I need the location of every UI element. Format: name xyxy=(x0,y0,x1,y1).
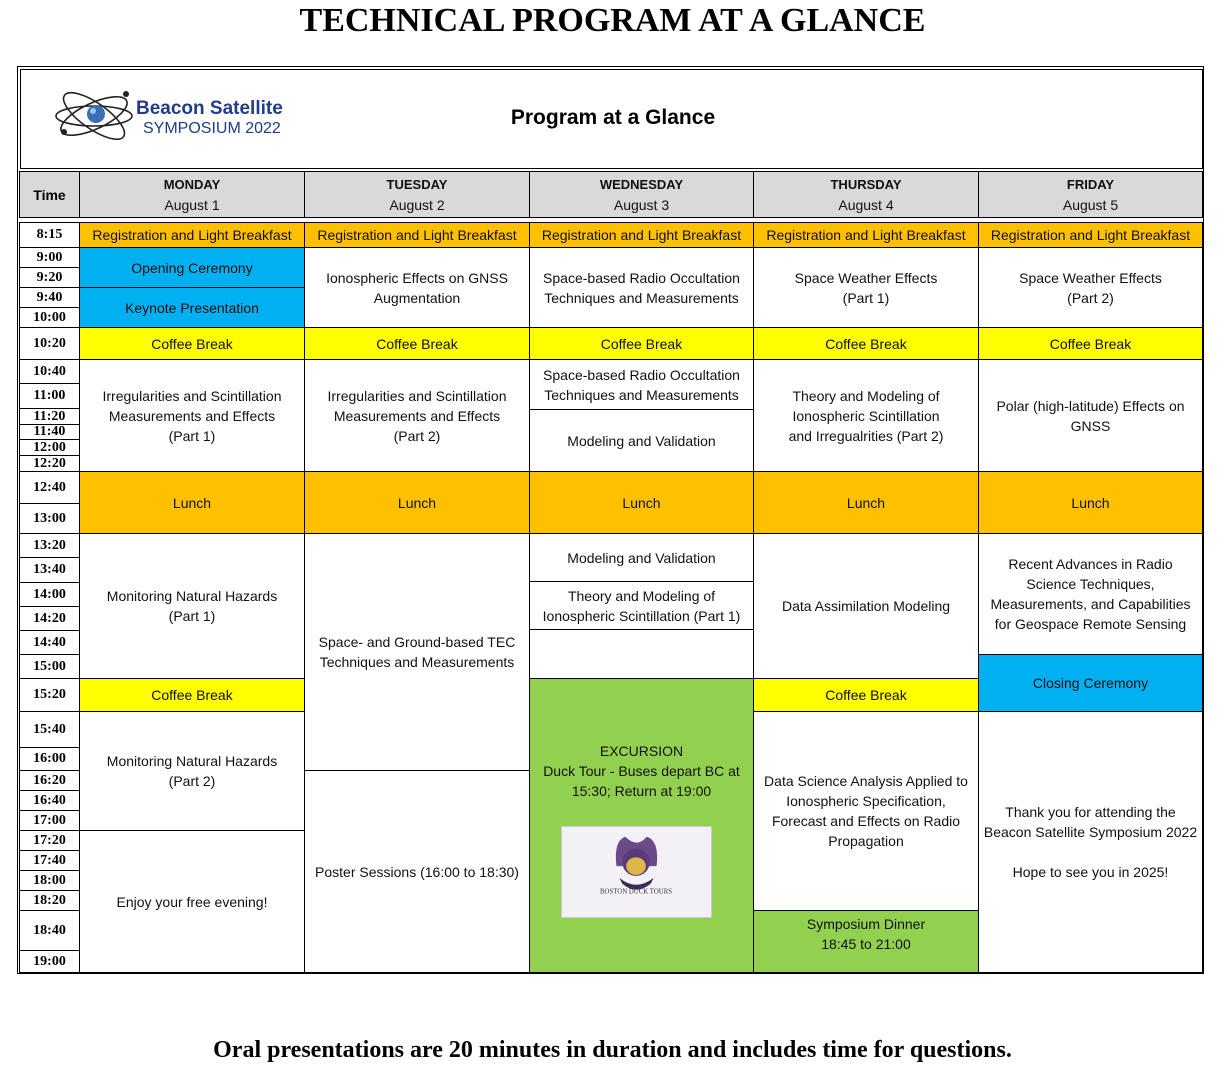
session-wed-modeling-2: Modeling and Validation xyxy=(529,533,754,582)
day-header-friday xyxy=(978,171,1203,218)
time-slot: 16:00 xyxy=(19,747,80,771)
session-thu-assimilation: Data Assimilation Modeling xyxy=(753,533,979,679)
session-fri-closing: Closing Ceremony xyxy=(978,654,1203,712)
time-slot: 9:00 xyxy=(19,247,80,268)
time-slot: 9:20 xyxy=(19,267,80,288)
session-wed-occultation-2: Space-based Radio Occultation Techniques and Measurements xyxy=(529,359,754,410)
session-coffee-fri: Coffee Break xyxy=(978,327,1203,360)
time-slot: 16:40 xyxy=(19,790,80,811)
day-name: TUESDAY xyxy=(386,176,448,192)
session-wed-excursion: EXCURSION Duck Tour - Buses depart BC at 15:30; Return at 19:00 xyxy=(529,678,754,973)
time-slot: 18:40 xyxy=(19,910,80,951)
session-lunch-tue: Lunch xyxy=(304,471,530,534)
session-registration-wed: Registration and Light Breakfast xyxy=(529,222,754,248)
time-slot: 12:00 xyxy=(19,439,80,456)
day-date: August 2 xyxy=(389,196,445,213)
header-title: Program at a Glance xyxy=(510,106,716,129)
time-slot: 16:20 xyxy=(19,770,80,791)
time-slot: 11:40 xyxy=(19,424,80,440)
time-slot: 18:00 xyxy=(19,870,80,891)
session-fri-thanks: Thank you for attending the Beacon Satellite Symposium 2022 Hope to see you in 2025! xyxy=(978,711,1203,973)
svg-text:SYMPOSIUM 2022: SYMPOSIUM 2022 xyxy=(143,120,281,137)
session-lunch-thu: Lunch xyxy=(753,471,979,534)
time-slot: 14:40 xyxy=(19,630,80,655)
session-keynote: Keynote Presentation xyxy=(79,287,305,328)
session-coffee-mon-pm: Coffee Break xyxy=(79,678,305,712)
session-tue-tec: Space- and Ground-based TEC Techniques and Measurements xyxy=(304,533,530,771)
time-slot: 17:00 xyxy=(19,810,80,831)
session-thu-space-weather: Space Weather Effects (Part 1) xyxy=(753,247,979,328)
day-name: THURSDAY xyxy=(830,176,902,192)
day-header-wednesday xyxy=(529,171,754,218)
time-slot: 13:00 xyxy=(19,503,80,534)
svg-text:BOSTON DUCK TOURS: BOSTON DUCK TOURS xyxy=(599,888,673,896)
session-mon-hazards-2: Monitoring Natural Hazards (Part 2) xyxy=(79,711,305,831)
time-slot: 10:00 xyxy=(19,307,80,328)
session-registration-tue: Registration and Light Breakfast xyxy=(304,222,530,248)
session-fri-radio-science: Recent Advances in Radio Science Techniques, Measurements, and Capabilities for Geospace Remote Sensing xyxy=(978,533,1203,655)
page-title: TECHNICAL PROGRAM AT A GLANCE xyxy=(299,2,926,39)
time-slot: 14:20 xyxy=(19,606,80,631)
day-date: August 5 xyxy=(1062,196,1119,213)
svg-text:Beacon Satellite: Beacon Satellite xyxy=(136,98,283,119)
day-date: August 1 xyxy=(164,196,220,213)
beacon-satellite-logo xyxy=(46,74,336,152)
session-opening-ceremony: Opening Ceremony xyxy=(79,247,305,288)
footer-note: Oral presentations are 20 minutes in duration and includes time for questions. xyxy=(213,1037,1012,1063)
time-slot: 14:00 xyxy=(19,582,80,607)
time-slot: 15:40 xyxy=(19,711,80,748)
session-coffee-thu: Coffee Break xyxy=(753,327,979,360)
day-date: August 3 xyxy=(613,196,670,213)
session-fri-space-weather: Space Weather Effects (Part 2) xyxy=(978,247,1203,328)
session-wed-occultation-1: Space-based Radio Occultation Techniques and Measurements xyxy=(529,247,754,328)
time-slot: 13:20 xyxy=(19,533,80,558)
day-name: MONDAY xyxy=(163,176,221,192)
time-slot: 17:20 xyxy=(19,830,80,851)
session-tue-irregularities: Irregularities and Scintillation Measurements and Effects (Part 2) xyxy=(304,359,530,472)
time-slot: 10:40 xyxy=(19,359,80,384)
time-column-header: Time xyxy=(19,171,80,218)
session-tue-gnss: Ionospheric Effects on GNSS Augmentation xyxy=(304,247,530,328)
session-wed-modeling-1: Modeling and Validation xyxy=(529,409,754,472)
day-date: August 4 xyxy=(838,196,894,213)
session-mon-irregularities: Irregularities and Scintillation Measurements and Effects (Part 1) xyxy=(79,359,305,472)
time-slot: 13:40 xyxy=(19,557,80,583)
session-registration-thu: Registration and Light Breakfast xyxy=(753,222,979,248)
session-coffee-thu-pm: Coffee Break xyxy=(753,678,979,712)
session-thu-data-science: Data Science Analysis Applied to Ionospheric Specification, Forecast and Effects on Radio Propagation xyxy=(753,711,979,911)
session-coffee-wed: Coffee Break xyxy=(529,327,754,360)
time-slot: 11:20 xyxy=(19,408,80,425)
session-lunch-mon: Lunch xyxy=(79,471,305,534)
session-wed-theory: Theory and Modeling of Ionospheric Scintillation (Part 1) xyxy=(529,581,754,630)
session-registration-fri: Registration and Light Breakfast xyxy=(978,222,1203,248)
duck-tour-logo xyxy=(561,826,712,918)
time-slot: 12:40 xyxy=(19,471,80,504)
day-name: WEDNESDAY xyxy=(599,176,684,192)
session-coffee-mon: Coffee Break xyxy=(79,327,305,360)
time-slot: 8:15 xyxy=(19,222,80,248)
time-slot: 19:00 xyxy=(19,950,80,973)
time-slot: 15:20 xyxy=(19,678,80,712)
session-mon-free-evening: Enjoy your free evening! xyxy=(79,830,305,973)
time-slot: 15:00 xyxy=(19,654,80,679)
session-tue-poster: Poster Sessions (16:00 to 18:30) xyxy=(304,770,530,973)
session-mon-hazards-1: Monitoring Natural Hazards (Part 1) xyxy=(79,533,305,679)
session-coffee-tue: Coffee Break xyxy=(304,327,530,360)
day-header-monday xyxy=(79,171,305,218)
time-slot: 12:20 xyxy=(19,455,80,472)
time-slot: 9:40 xyxy=(19,287,80,308)
time-slot: 17:40 xyxy=(19,850,80,871)
time-slot: 18:20 xyxy=(19,890,80,911)
session-wed-empty xyxy=(529,629,754,679)
session-lunch-wed: Lunch xyxy=(529,471,754,534)
time-slot: 11:00 xyxy=(19,383,80,409)
session-thu-theory: Theory and Modeling of Ionospheric Scintillation and Irregualrities (Part 2) xyxy=(753,359,979,472)
day-name: FRIDAY xyxy=(1066,176,1115,192)
session-fri-polar: Polar (high-latitude) Effects on GNSS xyxy=(978,359,1203,472)
time-slot: 10:20 xyxy=(19,327,80,360)
session-lunch-fri: Lunch xyxy=(978,471,1203,534)
session-registration-mon: Registration and Light Breakfast xyxy=(79,222,305,248)
session-thu-dinner: Symposium Dinner 18:45 to 21:00 xyxy=(753,910,979,973)
day-header-tuesday xyxy=(304,171,530,218)
day-header-thursday xyxy=(753,171,979,218)
